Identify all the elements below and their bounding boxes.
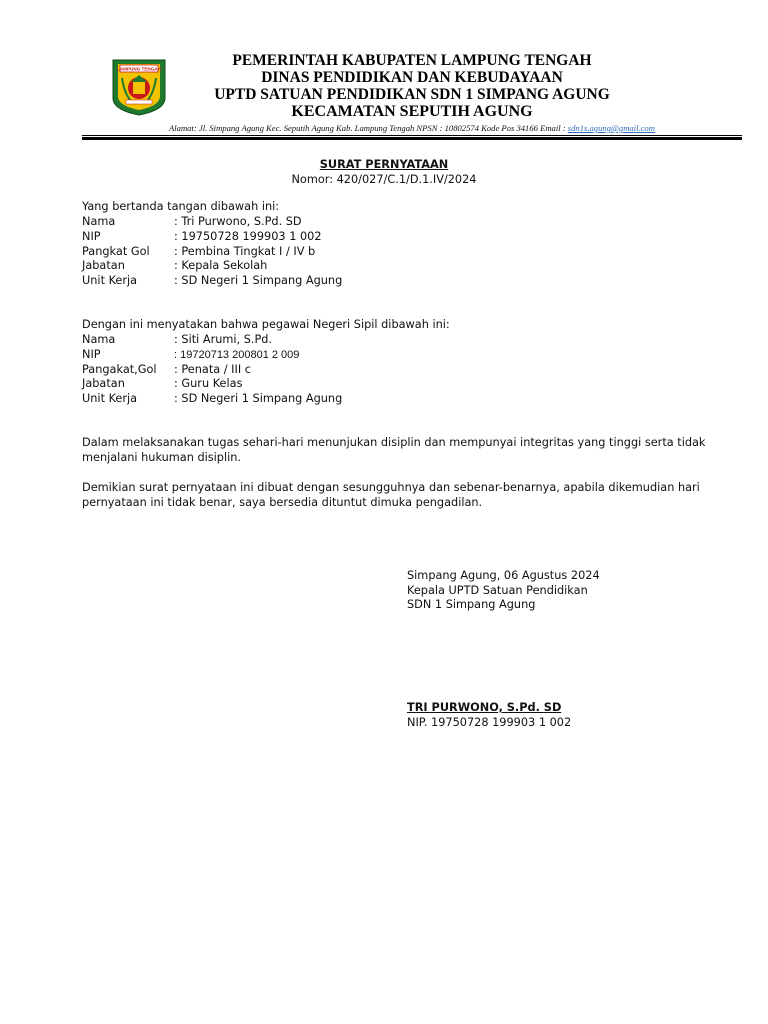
letterhead-line-school: UPTD SATUAN PENDIDIKAN SDN 1 SIMPANG AGUNG bbox=[214, 86, 610, 103]
field-label: Unit Kerja bbox=[82, 274, 138, 287]
svg-text:LAMPUNG TENGAH: LAMPUNG TENGAH bbox=[117, 66, 161, 72]
letterhead-address bbox=[82, 123, 742, 133]
document-title: SURAT PERNYATAAN bbox=[319, 158, 449, 171]
field-label: Pangkat Gol bbox=[82, 245, 150, 258]
letterhead-divider-thin bbox=[82, 135, 742, 136]
field-label: Pangakat,Gol bbox=[82, 363, 157, 376]
field-value: : Kepala Sekolah bbox=[174, 259, 268, 272]
signer-row bbox=[82, 230, 322, 244]
field-label: NIP bbox=[82, 348, 101, 361]
paragraph-closing-line: pernyataan ini tidak benar, saya bersedia dituntut dimuka pengadilan. bbox=[82, 496, 483, 509]
letterhead-line-district: KECAMATAN SEPUTIH AGUNG bbox=[291, 103, 533, 120]
lampung-tengah-emblem-logo bbox=[110, 58, 168, 116]
document-number: Nomor: 420/027/C.1/D.1.IV/2024 bbox=[291, 173, 477, 186]
signature-position-line1: Kepala UPTD Satuan Pendidikan bbox=[407, 584, 588, 597]
signature-position-line2: SDN 1 Simpang Agung bbox=[407, 598, 536, 611]
employee-row bbox=[82, 392, 342, 406]
signer-row bbox=[82, 274, 342, 288]
signature-place-date: Simpang Agung, 06 Agustus 2024 bbox=[407, 569, 600, 582]
paragraph-discipline-line: menjalani hukuman disiplin. bbox=[82, 451, 242, 464]
field-label: Nama bbox=[82, 215, 116, 228]
employee-row bbox=[82, 363, 251, 377]
signer-row bbox=[82, 259, 267, 273]
field-label: Jabatan bbox=[82, 377, 125, 390]
intro-text: Yang bertanda tangan dibawah ini: bbox=[82, 200, 280, 213]
field-value: : Siti Arumi, S.Pd. bbox=[174, 333, 273, 346]
field-value: : Guru Kelas bbox=[174, 377, 243, 390]
address-text: Alamat: Jl. Simpang Agung Kec. Seputih Agung Kab. Lampung Tengah NPSN : 10802574 Kode Pos 34166 Email : bbox=[169, 123, 568, 133]
field-label: NIP bbox=[82, 230, 101, 243]
employee-row bbox=[82, 333, 272, 347]
statement-intro: Dengan ini menyatakan bahwa pegawai Negeri Sipil dibawah ini: bbox=[82, 318, 450, 331]
letterhead bbox=[170, 52, 654, 120]
field-value: : SD Negeri 1 Simpang Agung bbox=[174, 392, 343, 405]
employee-row bbox=[82, 377, 242, 391]
letterhead-line-government: PEMERINTAH KABUPATEN LAMPUNG TENGAH bbox=[232, 52, 592, 69]
letterhead-line-department: DINAS PENDIDIKAN DAN KEBUDAYAAN bbox=[261, 69, 563, 86]
paragraph-closing-line: Demikian surat pernyataan ini dibuat dengan sesungguhnya dan sebenar-benarnya, apabila dikemudian hari bbox=[82, 481, 700, 494]
employee-row bbox=[82, 348, 299, 362]
field-value: : Penata / III c bbox=[174, 363, 251, 376]
field-label: Nama bbox=[82, 333, 116, 346]
field-value: : 19750728 199903 1 002 bbox=[174, 230, 322, 243]
signature-name: TRI PURWONO, S.Pd. SD bbox=[407, 701, 562, 714]
field-value: : 19720713 200801 2 009 bbox=[174, 349, 300, 361]
field-label: Unit Kerja bbox=[82, 392, 138, 405]
field-label: Jabatan bbox=[82, 259, 125, 272]
letterhead-divider-thick bbox=[82, 137, 742, 140]
signer-row bbox=[82, 245, 315, 259]
signature-nip: NIP. 19750728 199903 1 002 bbox=[407, 716, 572, 729]
email-link[interactable]: sdn1s.agung@gmail.com bbox=[567, 123, 655, 133]
field-value: : Pembina Tingkat I / IV b bbox=[174, 245, 316, 258]
paragraph-discipline-line: Dalam melaksanakan tugas sehari-hari menunjukan disiplin dan mempunyai integritas yang tinggi serta tidak bbox=[82, 436, 706, 449]
field-value: : Tri Purwono, S.Pd. SD bbox=[174, 215, 302, 228]
field-value: : SD Negeri 1 Simpang Agung bbox=[174, 274, 343, 287]
signer-row bbox=[82, 215, 302, 229]
